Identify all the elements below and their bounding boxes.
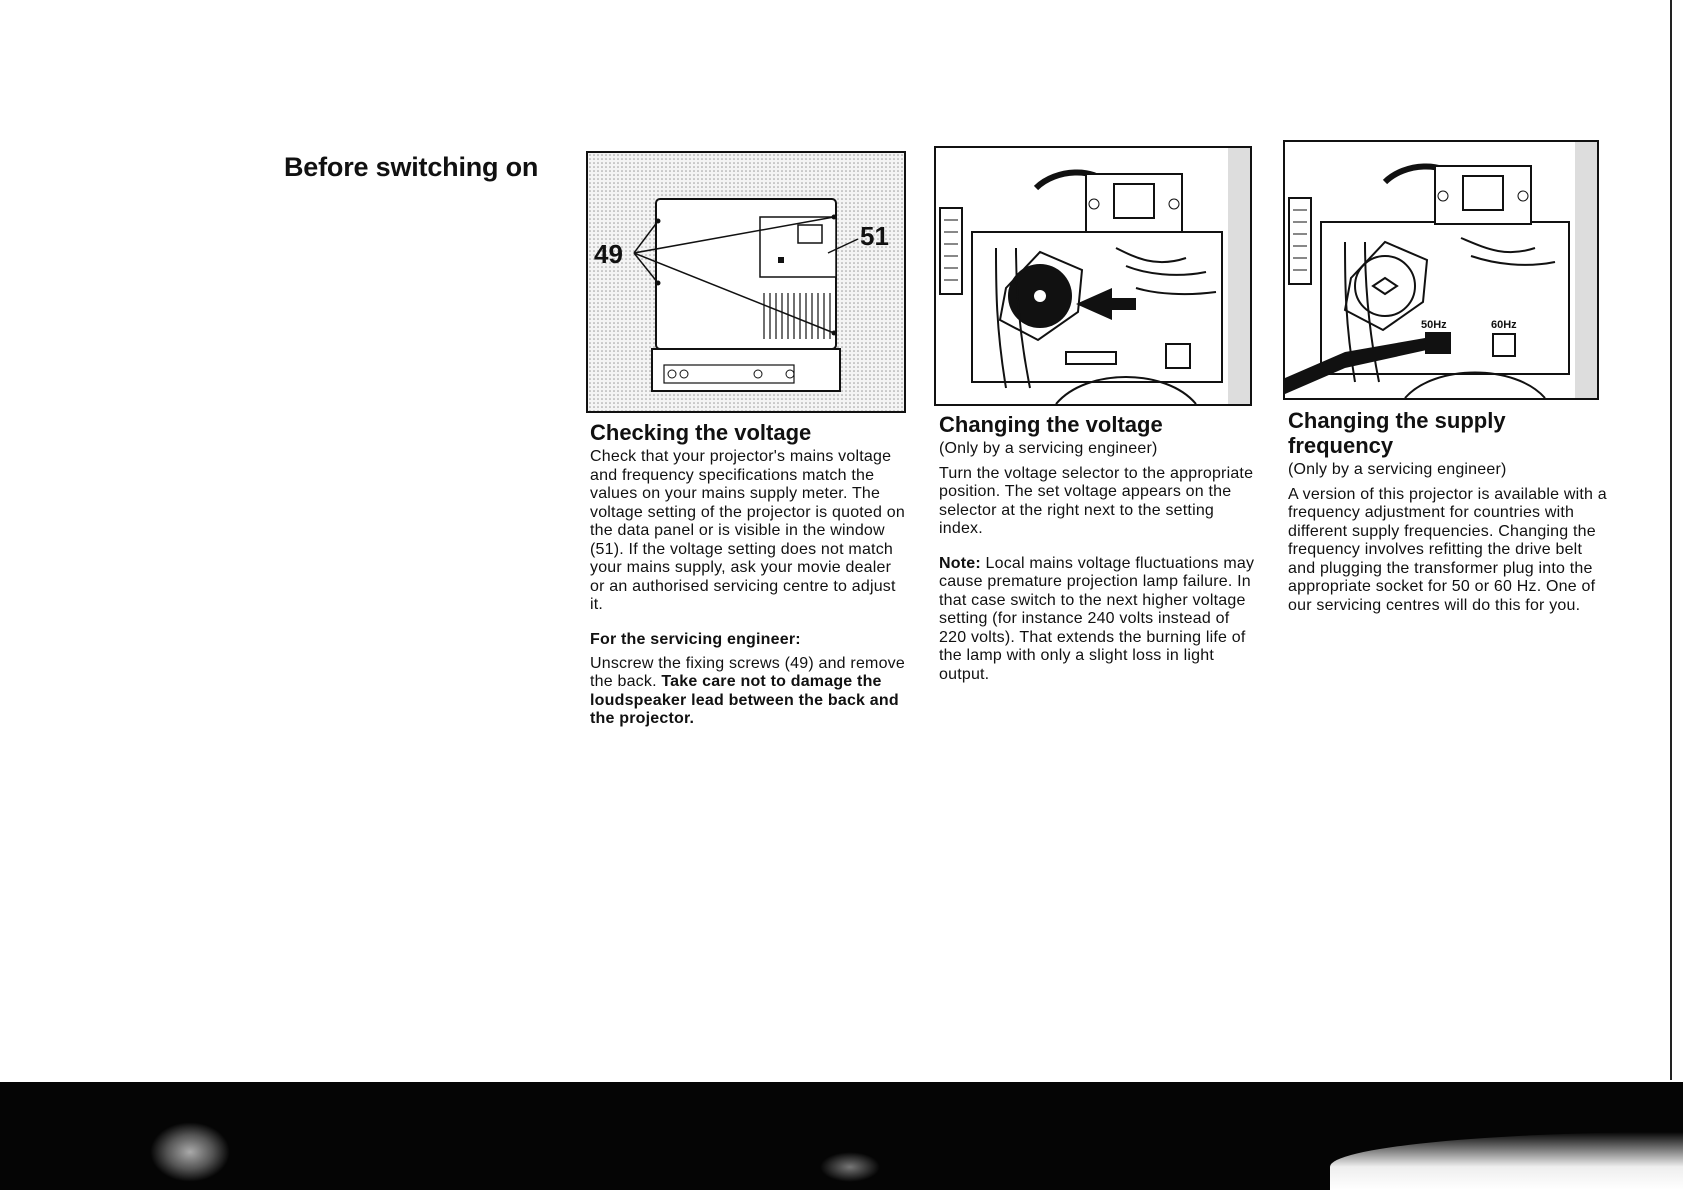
window-callout-label: 51 [860,221,889,251]
checking-voltage-heading: Checking the voltage [590,420,812,445]
scan-bottom-band [0,1082,1683,1190]
changing-voltage-section [939,412,1259,684]
scan-edge-line [1670,0,1672,1080]
servicing-engineer-text: Unscrew the fixing screws (49) and remove the back. [590,654,905,690]
checking-voltage-body: Check that your projector's mains voltage and frequency specifications match the values on your mains supply meter. The voltage setting of the projector is quoted on the data panel or is visible in the window (51). If the voltage setting does not match your mains supply, ask your movie dealer or an authorised servicing centre to adjust it. [590,448,905,613]
servicing-engineer-warning: Take care not to damage the loudspeaker lead between the back and the projector. [590,673,899,727]
note-label: Note: [939,554,981,572]
changing-voltage-subtitle: (Only by a servicing engineer) [939,440,1158,457]
voltage-note [939,555,1259,685]
checking-voltage-section [590,420,910,729]
changing-voltage-body: Turn the voltage selector to the appropriate position. The set voltage appears on the selector at the right next to the setting index. [939,464,1254,537]
changing-voltage-heading: Changing the voltage [939,412,1163,437]
scan-smudge [150,1122,230,1182]
voltage-selector-illustration [934,146,1252,406]
scan-smudge [820,1152,880,1182]
scan-smudge [1330,1132,1683,1190]
60hz-label: 60Hz [1491,319,1517,331]
servicing-engineer-subheading: For the servicing engineer: [590,630,801,648]
changing-frequency-heading: Changing the supply frequency [1288,408,1506,458]
50hz-label: 50Hz [1421,319,1447,331]
servicing-engineer-body [590,655,910,729]
changing-frequency-section [1288,408,1608,615]
projector-back-illustration [586,151,906,413]
page-title: Before switching on [284,152,539,182]
frequency-adjustment-illustration [1283,140,1599,400]
note-text: Local mains voltage fluctuations may cause premature projection lamp failure. In that case switch to the next higher voltage setting (for instance 240 volts instead of 220 volts). That extends the burning life of the lamp with only a slight loss in light output. [939,554,1255,683]
screw-callout-label: 49 [594,239,623,269]
changing-frequency-subtitle: (Only by a servicing engineer) [1288,461,1507,478]
changing-frequency-body: A version of this projector is available with a frequency adjustment for countries with different supply frequencies. Changing the frequency involves refitting the drive belt and plugging the transformer plug into the appropriate socket for 50 or 60 Hz. One of our servicing centres will do this for you. [1288,485,1607,614]
